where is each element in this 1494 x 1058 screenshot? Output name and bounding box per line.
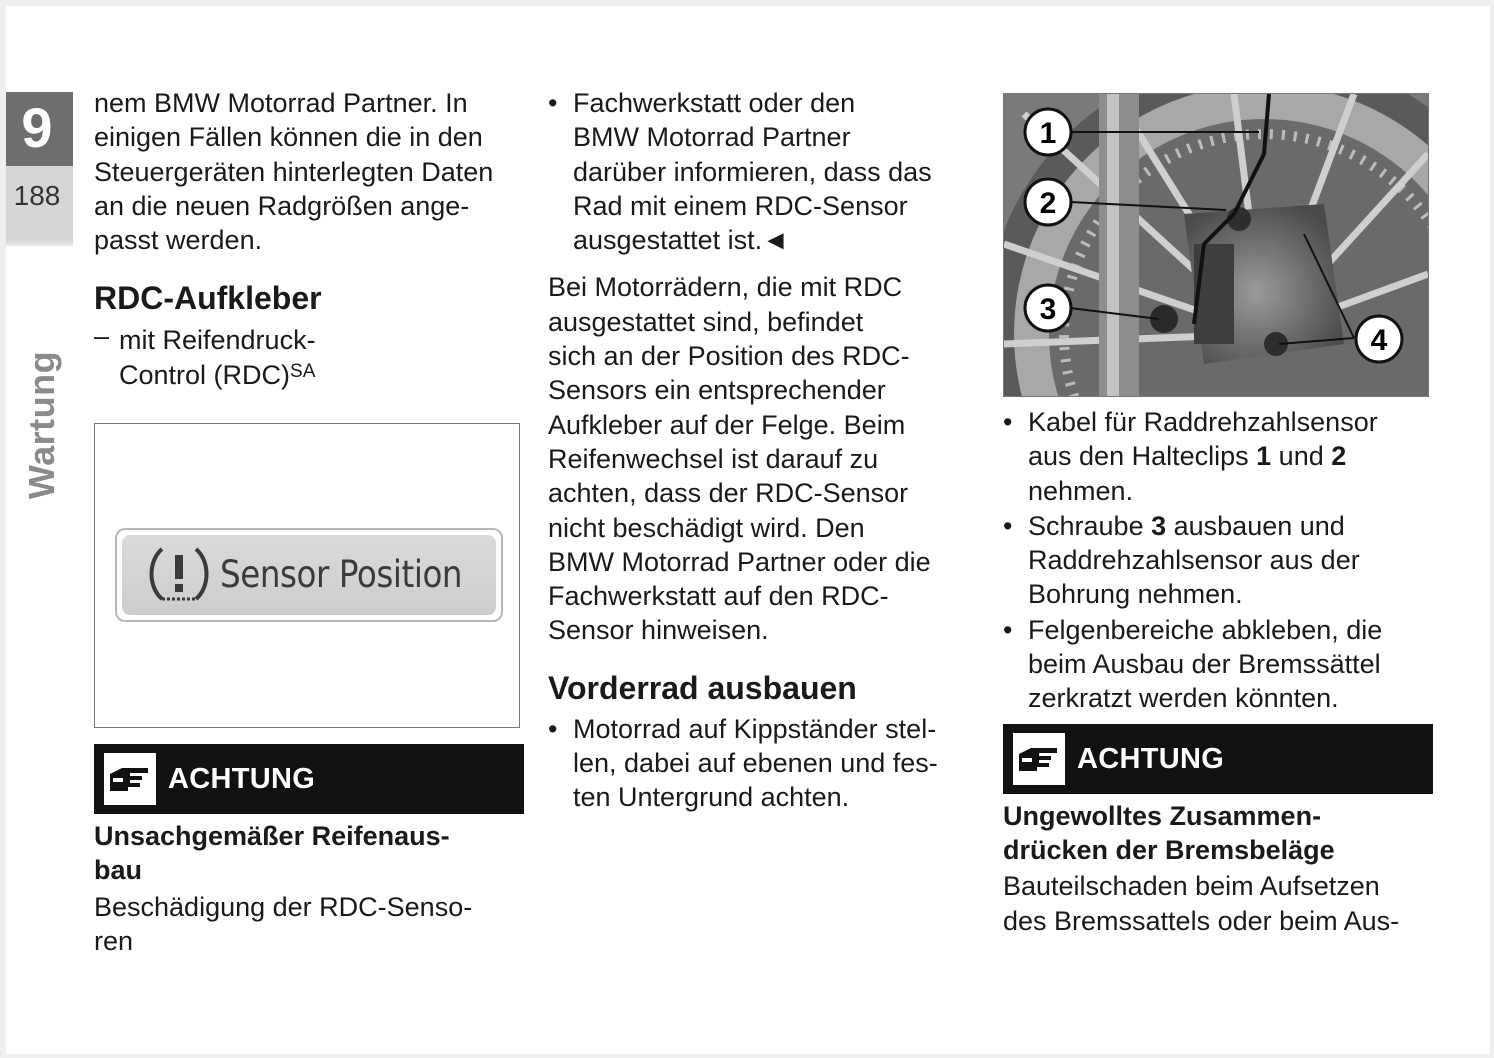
sticker-text: Sensor Position — [220, 552, 463, 596]
text-line: ausgestattet ist.◄ — [573, 225, 789, 256]
text-line: des Bremssattels oder beim Aus- — [1003, 905, 1400, 936]
warning-title — [94, 819, 524, 888]
text-line: BMW Motorrad Partner oder die — [548, 546, 931, 577]
bullet-list — [548, 86, 968, 257]
sticker-illustration — [94, 423, 520, 728]
column-left — [94, 86, 524, 958]
callout-3: 3 — [1039, 293, 1057, 326]
text-line: BMW Motorrad Partner — [573, 122, 851, 153]
bullet-list — [548, 712, 968, 815]
text-line: Felgenbereiche abkleben, die — [1028, 614, 1383, 645]
list-item — [1003, 613, 1433, 716]
list-item — [1003, 509, 1433, 612]
text-line: Fachwerkstatt auf den RDC- — [548, 581, 889, 612]
tire-pressure-warning-icon — [146, 543, 212, 607]
column-right — [1003, 86, 1433, 938]
text-line: Bohrung nehmen. — [1028, 579, 1243, 610]
text-line: Raddrehzahlsensor aus der — [1028, 545, 1360, 576]
callout-ref: 1 — [1256, 441, 1272, 472]
text-line: Schraube — [1028, 510, 1152, 541]
pointing-hand-icon — [1013, 733, 1065, 785]
warning-label: ACHTUNG — [168, 762, 316, 795]
callout-ref: 3 — [1151, 510, 1167, 541]
sensor-position-sticker — [115, 528, 503, 622]
text-line: drücken der Bremsbeläge — [1003, 834, 1335, 865]
text-line: ren — [94, 925, 134, 956]
variant-line: mit Reifendruck- — [119, 325, 316, 356]
variant-note — [94, 323, 524, 392]
text-line: ausgestattet sind, befindet — [548, 306, 864, 337]
text-line: Reifenwechsel ist darauf zu — [548, 443, 879, 474]
callout-2: 2 — [1039, 187, 1057, 220]
list-item — [548, 86, 968, 257]
text-line: aus den Halteclips — [1028, 441, 1257, 472]
warning-banner — [1003, 724, 1433, 794]
section-title-vertical: Wartung — [21, 350, 62, 500]
text-line: sich an der Position des RDC- — [548, 341, 910, 372]
text-line: Rad mit einem RDC-Sensor — [573, 190, 908, 221]
text-line: Aufkleber auf der Felge. Beim — [548, 409, 906, 440]
text-line: Unsachgemäßer Reifenaus- — [94, 821, 450, 852]
text-line: bau — [94, 855, 143, 886]
text-line: nem BMW Motorrad Partner. In — [94, 88, 468, 118]
text-line: Bei Motorrädern, die mit RDC — [548, 272, 903, 303]
callout-ref: 2 — [1331, 441, 1347, 472]
text-line: Ungewolltes Zusammen- — [1003, 800, 1322, 831]
text-line: passt werden. — [94, 225, 263, 256]
callout-4: 4 — [1370, 324, 1388, 357]
brake-caliper-photo — [1003, 93, 1429, 397]
text-line: Steuergeräten hinterlegten Daten — [94, 156, 494, 187]
heading-remove-front-wheel: Vorderrad ausbauen — [548, 669, 857, 706]
rdc-paragraph — [548, 270, 968, 647]
text-line: Kabel für Raddrehzahlsensor — [1028, 407, 1378, 437]
text-line: ten Untergrund achten. — [573, 782, 850, 813]
text-line: darüber informieren, dass das — [573, 156, 932, 187]
chapter-tab — [6, 92, 73, 246]
text-line: und — [1271, 441, 1332, 472]
page-number: 188 — [13, 180, 61, 211]
text-line: nicht beschädigt wird. Den — [548, 512, 865, 543]
warning-title — [1003, 799, 1433, 868]
warning-label: ACHTUNG — [1077, 742, 1225, 775]
text-line: ausbauen und — [1166, 510, 1345, 541]
text-line: Sensor hinweisen. — [548, 615, 769, 646]
text-line: zerkratzt werden könnten. — [1028, 683, 1339, 714]
warning-text — [1003, 869, 1433, 938]
heading-rdc-sticker: RDC-Aufkleber — [94, 280, 322, 317]
list-item — [548, 712, 968, 815]
variant-line: Control (RDC) — [119, 359, 291, 390]
special-accessory-mark: SA — [290, 360, 316, 382]
text-line: an die neuen Radgrößen ange- — [94, 190, 470, 221]
dash-marker: – — [94, 321, 110, 352]
manual-page — [6, 6, 1490, 1054]
column-middle — [548, 86, 968, 815]
text-line: einigen Fällen können die in den — [94, 122, 483, 153]
text-line: Sensors ein entsprechender — [548, 375, 886, 406]
text-line: Beschädigung der RDC-Senso- — [94, 891, 473, 922]
text-line: achten, dass der RDC-Sensor — [548, 478, 909, 509]
warning-banner — [94, 744, 524, 814]
text-line: Motorrad auf Kippständer stel- — [573, 713, 937, 744]
warning-text — [94, 890, 524, 959]
list-item — [1003, 405, 1433, 508]
bullet-list — [1003, 405, 1433, 716]
intro-paragraph — [94, 86, 524, 257]
chapter-number: 9 — [21, 96, 53, 159]
text-line: beim Ausbau der Bremssättel — [1028, 649, 1381, 680]
text-line: Bauteilschaden beim Aufsetzen — [1003, 871, 1380, 902]
text-line: nehmen. — [1028, 475, 1134, 506]
callout-1: 1 — [1039, 117, 1057, 150]
pointing-hand-icon — [104, 753, 156, 805]
text-line: Fachwerkstatt oder den — [573, 88, 856, 118]
text-line: len, dabei auf ebenen und fes- — [573, 748, 938, 779]
